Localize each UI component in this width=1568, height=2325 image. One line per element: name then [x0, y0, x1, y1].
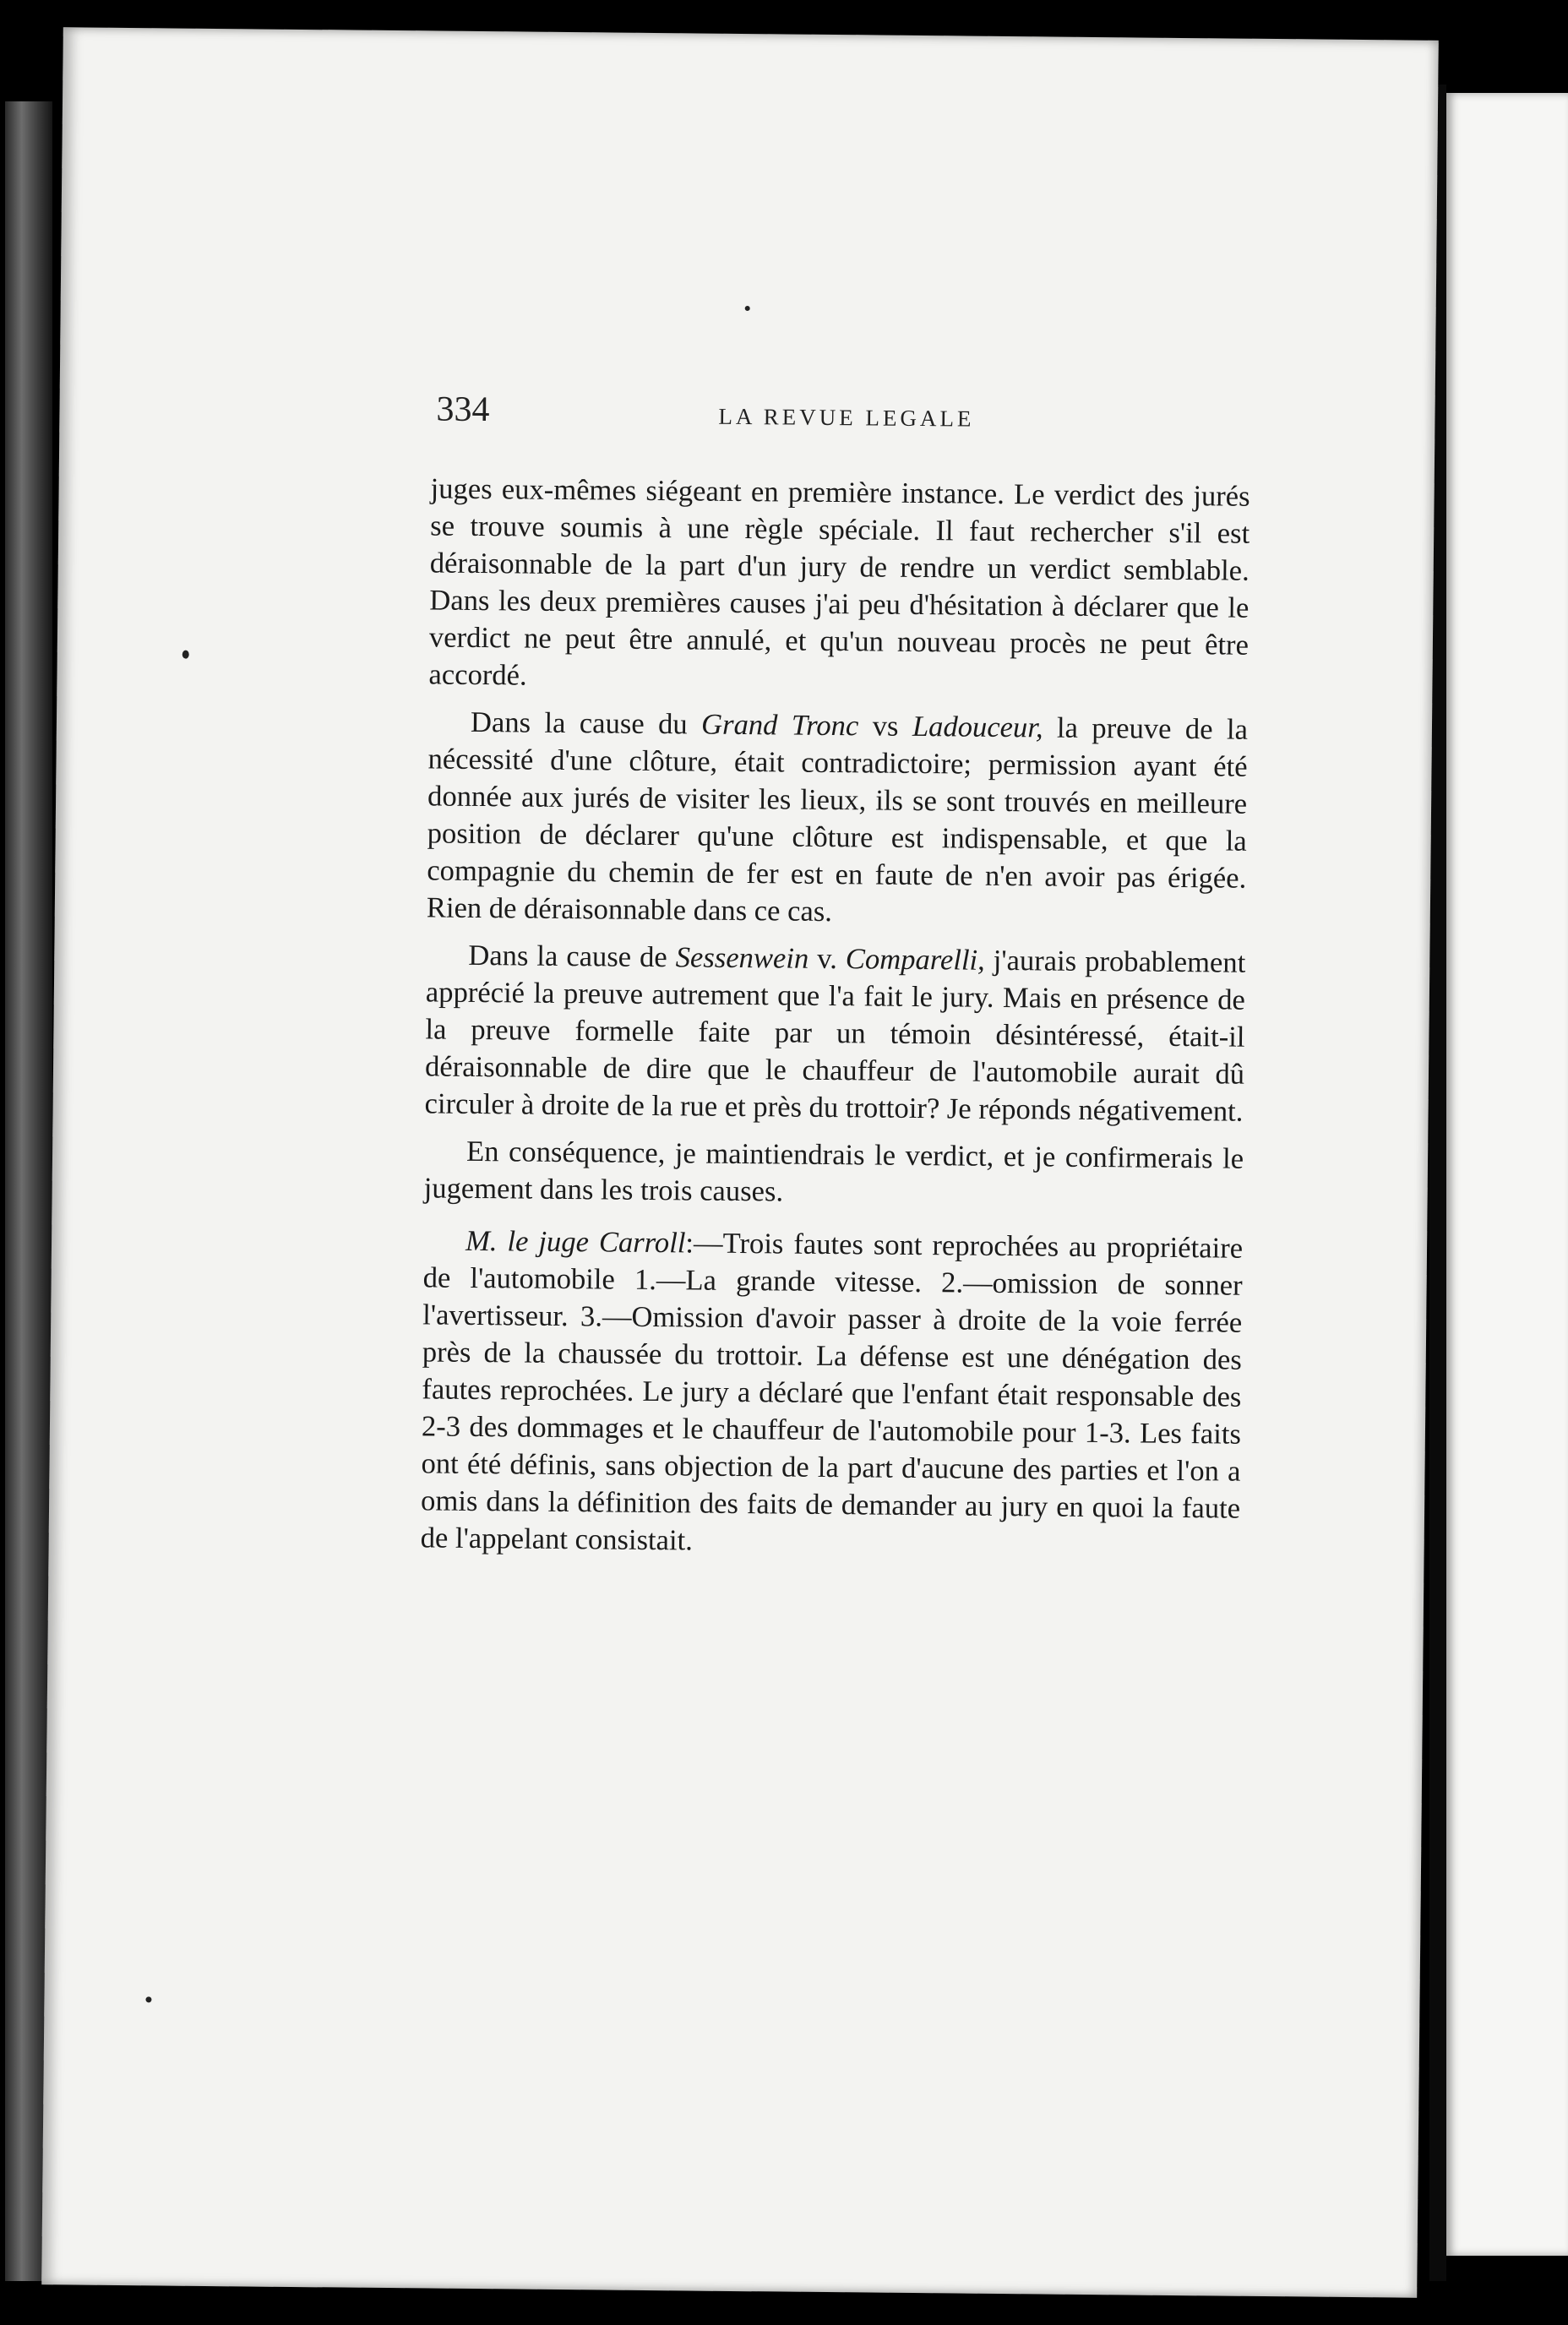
scan-speck — [182, 651, 189, 659]
running-title: LA REVUE LEGALE — [718, 403, 975, 432]
case-name: Comparelli, — [845, 943, 985, 977]
paragraph: Dans la cause du Grand Tronc vs Ladouceur, la preuve de la nécessité d'une clôture, était contradictoire; permission ayant été donnée aux jurés de visiter les lieux, ils se sont trouvés en meilleure position de déclarer qu'une clôture est indispensable, et que la compagnie du chemin de fer est en faute de n'en avoir pas érigée. Rien de déraisonnable dans ce cas. — [426, 705, 1249, 928]
case-name: Grand Tronc — [700, 708, 859, 743]
paragraph: M. le juge Carroll:—Trois fautes sont reprochées au propriétaire de l'automobile 1.—La grande vitesse. 2.—omission de sonner l'avertisseur. 3.—Omission d'avoir passer à droite de la voie ferrée près de la chaussée du trottoir. La défense est une dénégation des fautes reprochées. Le jury a déclaré que l'enfant était responsable des 2-3 des dommages et le chauffeur de l'automobile pour 1-3. Les faits ont été définis, sans objection de la part d'aucune des parties et l'on a omis dans la définition des faits de demander au jury en quoi la faute de l'appelant consistait. — [420, 1224, 1244, 1557]
judge-name: M. le juge Carroll — [465, 1224, 686, 1260]
page-number: 334 — [436, 389, 490, 430]
paragraph: Dans la cause de Sessenwein v. Comparelli, j'aurais probablement apprécié la preuve autrement que l'a fait le jury. Mais en présence de la preuve formelle faite par un témoin désintéressé, était-il déraisonnable de dire que le chauffeur de l'automobile aurait dû circuler à droite de la rue et près du trottoir? Je réponds négativement. — [424, 939, 1246, 1128]
scan-speck — [745, 306, 750, 311]
facing-page — [1446, 93, 1568, 2256]
case-name: Sessenwein — [675, 941, 809, 975]
scanned-page — [41, 27, 1439, 2298]
paragraph: juges eux-mêmes siégeant en première instance. Le verdict des jurés se trouve soumis à une règle spéciale. Il faut rechercher s'il est déraisonnable de la part d'un jury de rendre un verdict semblable. Dans les deux premières causes j'ai peu d'hésitation à déclarer que le verdict ne peut être annulé, et qu'un nouveau procès ne peut être accordé. — [428, 472, 1250, 692]
paragraph: En conséquence, je maintiendrais le verdict, et je confirmerais le jugement dans les trois causes. — [423, 1135, 1244, 1208]
scan-speck — [145, 1996, 151, 2002]
case-name: Ladouceur, — [912, 710, 1043, 744]
body-text — [420, 470, 1250, 1574]
